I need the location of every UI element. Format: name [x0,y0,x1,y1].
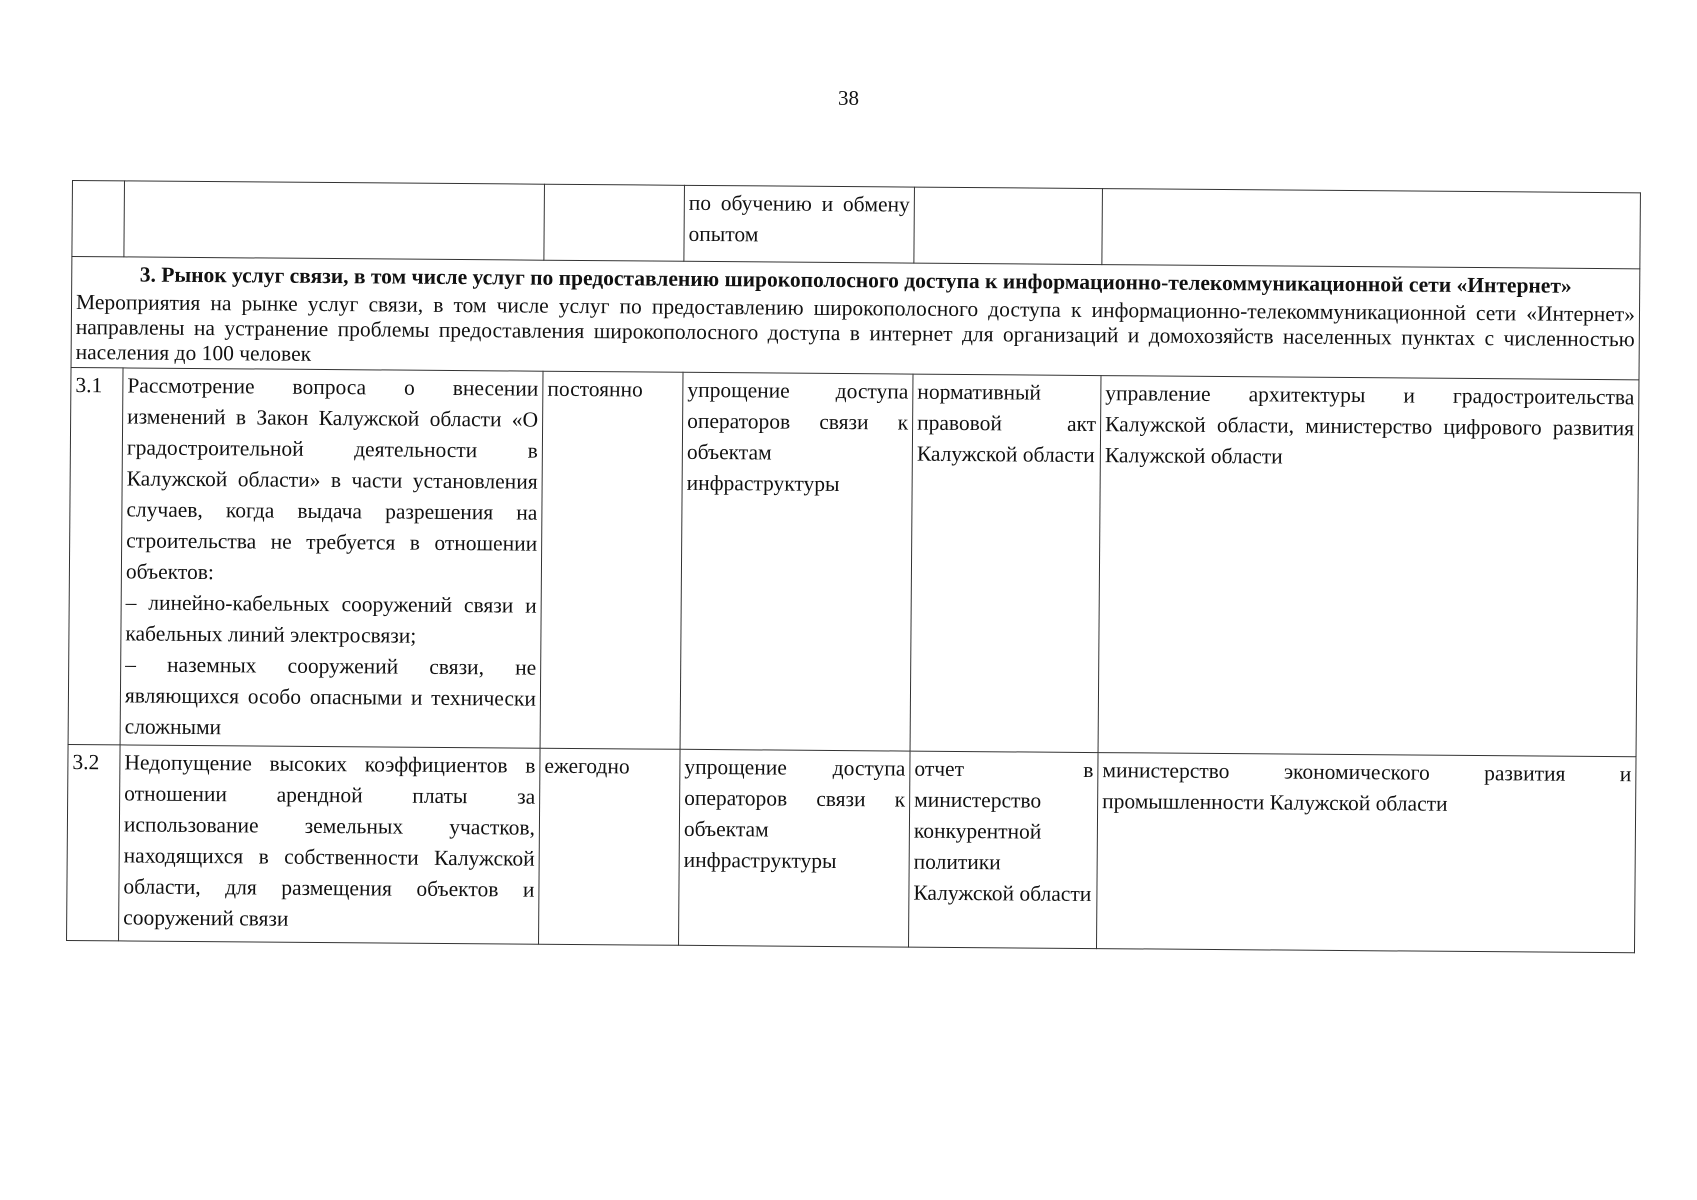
row-number: 3.1 [68,367,123,744]
row-result: упрощение доступа операторов связи к объектам инфраструктуры [680,372,913,751]
row-responsible: управление архитектуры и градостроительства Калужской области, министерство цифрового развития Калужской области [1098,376,1639,757]
measure-item: – наземных сооружений связи, не являющихся особо опасными и технически сложными [124,652,537,740]
cell-document [914,187,1103,264]
table-row [68,367,1639,756]
row-number: 3.2 [67,744,121,940]
row-document: отчет в министерство конкурентной политики Калужской области [909,751,1099,948]
cell-number [72,181,125,257]
section-title: 3. Рынок услуг связи, в том числе услуг по предоставлению широкополосного доступа к информационно-телекоммуникационной сети «Интернет» [139,262,1572,298]
row-deadline: постоянно [540,371,683,749]
measure-item: – линейно-кабельных сооружений связи и кабельных линий электросвязи; [125,590,537,648]
section-header-row [71,257,1640,380]
section-header-cell [71,257,1640,380]
measures-table [66,180,1641,953]
row-measure [119,745,541,944]
table-row-continuation [72,181,1641,269]
cell-responsible [1102,189,1641,269]
cell-result: по обучению и обмену опытом [684,185,915,263]
row-result: упрощение доступа операторов связи к объектам инфраструктуры [679,749,911,947]
page-number: 38 [838,86,859,110]
cell-deadline [544,184,685,261]
measure-intro: Недопущение высоких коэффициентов в отношении арендной платы за использование земельных участков, находящихся в собственности Калужской области, для размещения объектов и сооружений связи [123,750,536,931]
row-deadline: ежегодно [539,748,681,945]
row-measure [120,368,543,748]
cell-measure [124,181,545,260]
section-description: Мероприятия на рынке услуг связи, в том числе услуг по предоставлению широкополосного доступа к информационно-телекоммуникационной сети «Интернет» направлены на устранение проблемы предоставления широкополосного доступа в интернет для организаций и домохозяйств населенных пунктах с численностью населения до 100 человек [75,290,1636,366]
row-document: нормативный правовой акт Калужской области [910,374,1101,752]
table-row [67,744,1636,952]
row-responsible: министерство экономического развития и промышленности Калужской области [1096,753,1636,953]
measure-intro: Рассмотрение вопроса о внесении изменений в Закон Калужской области «О градостроительной деятельности в Калужской области» в части установления случаев, когда выдача разрешения на строительства не требуется в отношении объектов: [125,373,539,585]
